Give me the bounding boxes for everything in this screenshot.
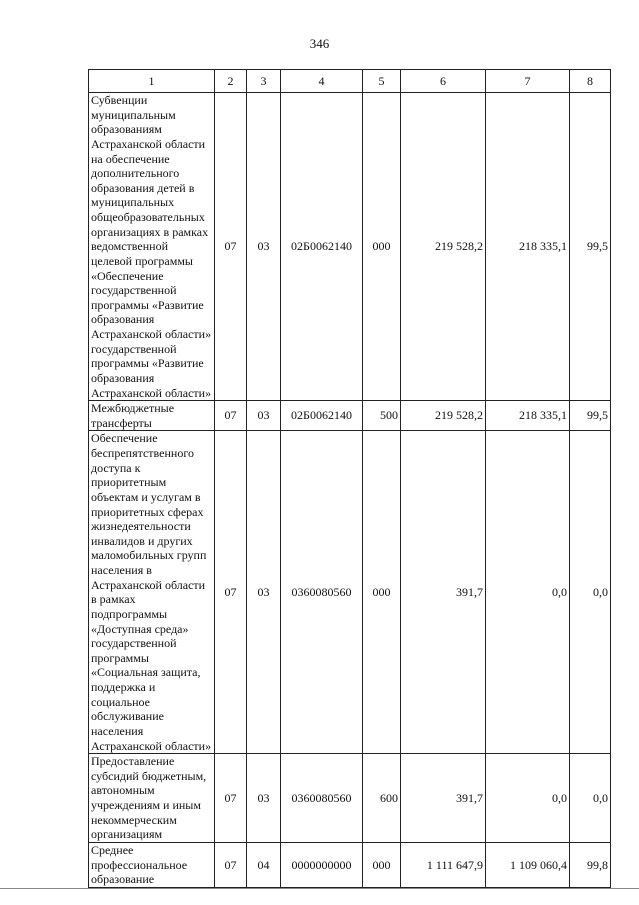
section-code: 07 bbox=[215, 93, 247, 401]
plan-amount: 391,7 bbox=[401, 431, 486, 754]
column-header: 6 bbox=[401, 70, 486, 93]
row-name: Межбюджетные трансферты bbox=[89, 401, 215, 431]
table-row bbox=[89, 401, 611, 431]
section-code: 07 bbox=[215, 431, 247, 754]
table-header-row bbox=[89, 70, 611, 93]
execution-percent: 99,5 bbox=[570, 401, 611, 431]
row-name: Субвенции муниципальным образованиям Астраханской области на обеспечение дополнительного образования детей в муниципальных общеобразовательных организациях в рамках ведомственной целевой программы «Обеспечение государственной программы «Развитие образования Астраханской области» государственной программы «Развитие образования Астраханской области» bbox=[89, 93, 215, 401]
column-header: 3 bbox=[247, 70, 281, 93]
fact-amount: 1 109 060,4 bbox=[486, 842, 570, 887]
column-header: 4 bbox=[281, 70, 363, 93]
column-header: 1 bbox=[89, 70, 215, 93]
row-name: Среднее профессиональное образование bbox=[89, 842, 215, 887]
fact-amount: 0,0 bbox=[486, 754, 570, 843]
table-row bbox=[89, 754, 611, 843]
subsection-code: 03 bbox=[247, 93, 281, 401]
subsection-code: 03 bbox=[247, 431, 281, 754]
page-number: 346 bbox=[309, 36, 330, 51]
execution-percent: 99,5 bbox=[570, 93, 611, 401]
fact-amount: 218 335,1 bbox=[486, 401, 570, 431]
section-code: 07 bbox=[215, 842, 247, 887]
expense-type-code: 000 bbox=[363, 93, 401, 401]
target-article-code: 02Б0062140 bbox=[281, 401, 363, 431]
table-row bbox=[89, 93, 611, 401]
plan-amount: 219 528,2 bbox=[401, 93, 486, 401]
table-row bbox=[89, 431, 611, 754]
subsection-code: 03 bbox=[247, 754, 281, 843]
table-row bbox=[89, 842, 611, 887]
plan-amount: 219 528,2 bbox=[401, 401, 486, 431]
plan-amount: 391,7 bbox=[401, 754, 486, 843]
plan-amount: 1 111 647,9 bbox=[401, 842, 486, 887]
row-name: Обеспечение беспрепятственного доступа к приоритетным объектам и услугам в приоритетных сферах жизнедеятельности инвалидов и других маломобильных групп населения в Астраханской области в рамках подпрограммы «Доступная среда» государственной программы «Социальная защита, поддержка и социальное обслуживание населения Астраханской области» bbox=[89, 431, 215, 754]
column-header: 2 bbox=[215, 70, 247, 93]
expense-type-code: 000 bbox=[363, 842, 401, 887]
column-header: 7 bbox=[486, 70, 570, 93]
expense-type-code: 000 bbox=[363, 431, 401, 754]
section-code: 07 bbox=[215, 754, 247, 843]
row-name: Предоставление субсидий бюджетным, автономным учреждениям и иным некоммерческим организациям bbox=[89, 754, 215, 843]
target-article-code: 0360080560 bbox=[281, 754, 363, 843]
expense-type-code: 600 bbox=[363, 754, 401, 843]
fact-amount: 218 335,1 bbox=[486, 93, 570, 401]
execution-percent: 0,0 bbox=[570, 431, 611, 754]
expense-type-code: 500 bbox=[363, 401, 401, 431]
budget-table bbox=[88, 69, 611, 888]
target-article-code: 0360080560 bbox=[281, 431, 363, 754]
column-header: 5 bbox=[363, 70, 401, 93]
column-header: 8 bbox=[570, 70, 611, 93]
subsection-code: 04 bbox=[247, 842, 281, 887]
subsection-code: 03 bbox=[247, 401, 281, 431]
fact-amount: 0,0 bbox=[486, 431, 570, 754]
target-article-code: 0000000000 bbox=[281, 842, 363, 887]
target-article-code: 02Б0062140 bbox=[281, 93, 363, 401]
section-code: 07 bbox=[215, 401, 247, 431]
bottom-rule bbox=[0, 888, 639, 889]
execution-percent: 99,8 bbox=[570, 842, 611, 887]
execution-percent: 0,0 bbox=[570, 754, 611, 843]
